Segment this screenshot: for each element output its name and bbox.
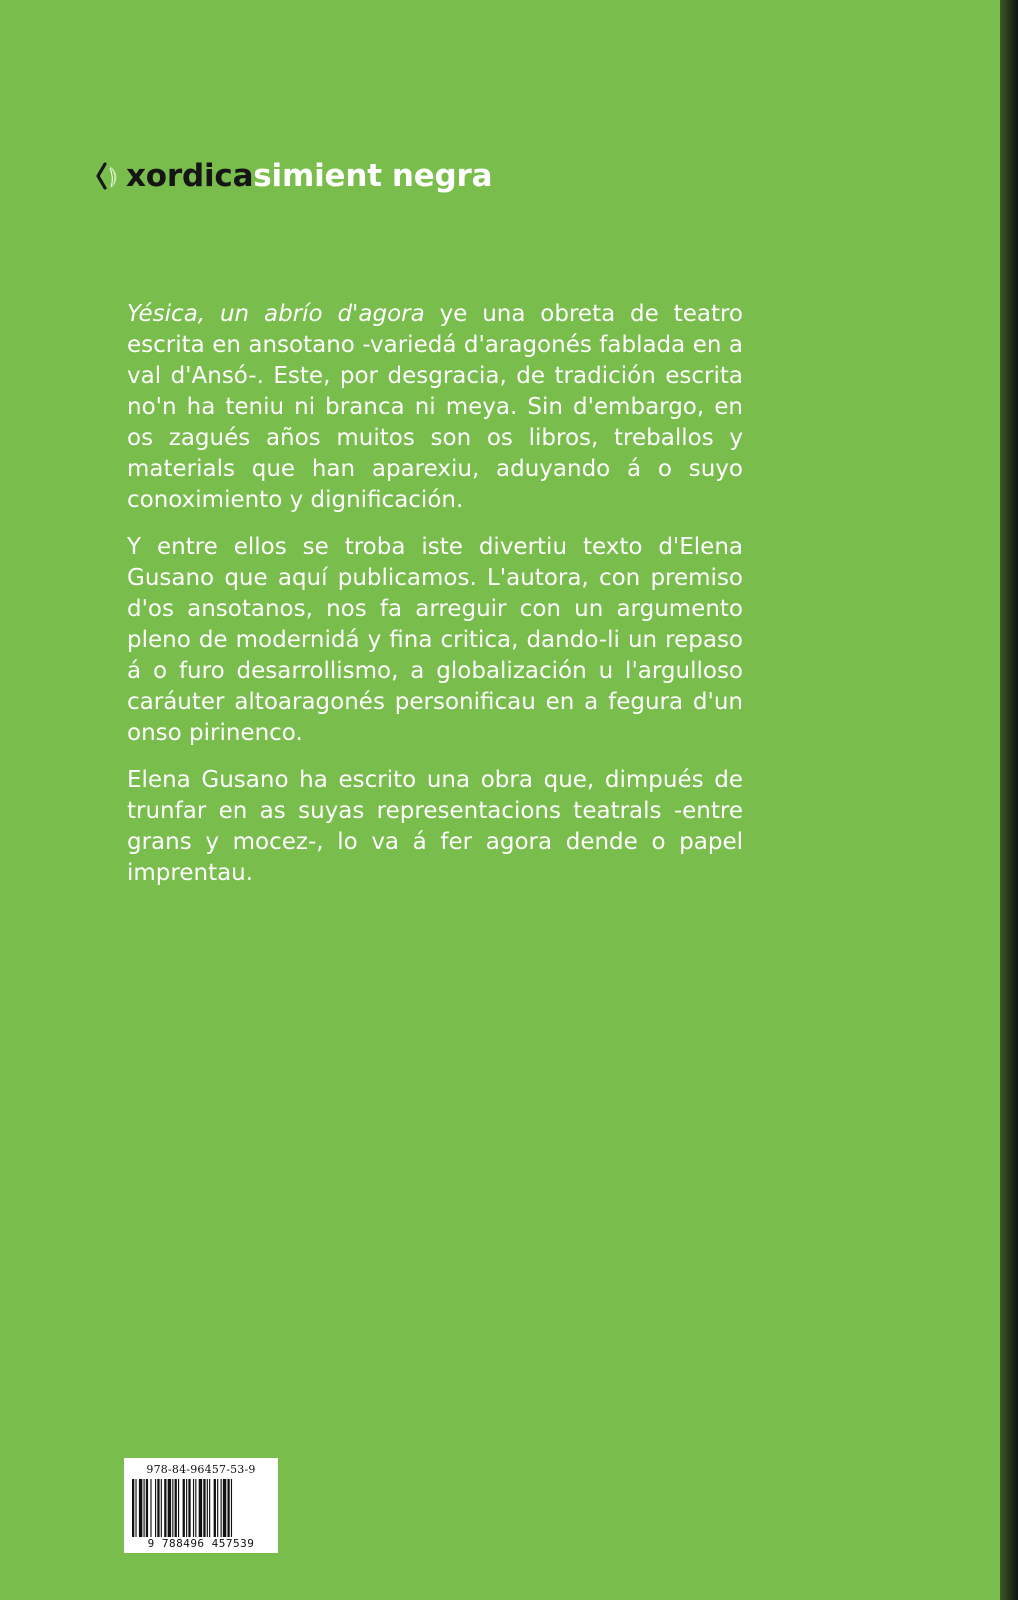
barcode-bar <box>183 1479 185 1537</box>
barcode-bar <box>161 1479 162 1537</box>
leaf-logo-icon <box>94 158 124 194</box>
barcode-bar <box>223 1479 226 1537</box>
blurb-paragraph-3: Elena Gusano ha escrito una obra que, dimpués de trunfar en as suyas representacions teatrals -entre grans y mocez-, lo va á fer agora dende o papel imprentau. <box>127 767 743 886</box>
publisher-name: xordica <box>126 158 254 194</box>
collection-word-2: negra <box>391 158 493 194</box>
blurb-paragraph-2: Y entre ellos se troba iste divertiu texto d'Elena Gusano que aquí publicamos. L'autora, con premiso d'os ansotanos, nos fa arreguir con un argumento pleno de modernidá y fina critica, dando-li un repaso á o furo desarrollismo, a globalización u l'argulloso caráuter altoaragonés personificau en a fegura d'un onso pirinenco. <box>127 534 743 746</box>
publisher-brand <box>94 158 492 194</box>
barcode-bar <box>188 1479 190 1537</box>
barcode-bar <box>168 1479 171 1537</box>
isbn-label: 978-84-96457-53-9 <box>146 1463 256 1476</box>
barcode-bar <box>207 1479 208 1537</box>
barcode-bar <box>227 1479 229 1537</box>
book-title: Yésica, un abrío d'agora <box>127 301 425 327</box>
barcode-bar <box>155 1479 156 1537</box>
barcode-bar <box>186 1479 187 1537</box>
barcode-bar <box>144 1479 145 1537</box>
barcode-bar <box>175 1479 177 1537</box>
barcode-bar <box>193 1479 194 1537</box>
barcode-bar <box>178 1479 179 1537</box>
barcode-bar <box>199 1479 202 1537</box>
barcode-bar <box>157 1479 159 1537</box>
barcode-bar <box>135 1479 136 1537</box>
blurb-paragraph-1 <box>127 299 743 516</box>
collection-word-1: simient <box>253 158 382 194</box>
isbn-barcode <box>124 1458 278 1553</box>
barcode-bar <box>231 1479 232 1537</box>
barcode-bar <box>132 1479 134 1537</box>
barcode-bar <box>172 1479 173 1537</box>
barcode-bar <box>209 1479 210 1537</box>
barcode-bar <box>221 1479 222 1537</box>
barcode-bar <box>214 1479 216 1537</box>
barcode-bars <box>132 1479 270 1537</box>
barcode-bar <box>164 1479 166 1537</box>
barcode-bar <box>146 1479 148 1537</box>
barcode-bar <box>203 1479 205 1537</box>
barcode-bar <box>150 1479 151 1537</box>
barcode-bar <box>139 1479 142 1537</box>
blurb-text <box>127 299 743 905</box>
barcode-bar <box>195 1479 196 1537</box>
cover-edge <box>1000 0 1018 1600</box>
blurb-paragraph-1-text: ye una obreta de teatro escrita en ansotano -variedá d'aragonés fablada en a val d'Ansó-. Este, por desgracia, de tradición escrita no'n ha teniu ni branca ni meya. Sin d'embargo, en os zagués años muitos son os libros, treballos y materials que han aparexiu, aduyando á o suyo conoximiento y dignificación. <box>127 301 743 513</box>
barcode-bar <box>217 1479 218 1537</box>
isbn-digits: 9 788496 457539 <box>147 1537 255 1550</box>
